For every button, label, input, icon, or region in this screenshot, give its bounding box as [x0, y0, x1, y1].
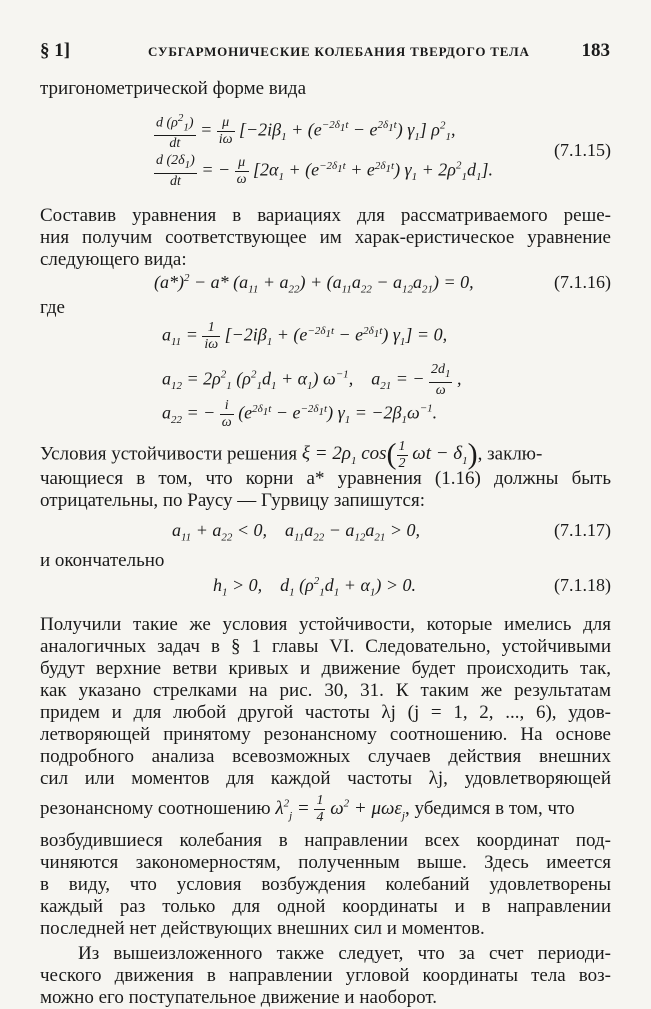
paragraph-4-line-1: Из вышеизложенного также следует, что за счет периоди- [78, 943, 611, 964]
paragraph-2-line-2: чающиеся в том, что корни a* уравнения (1.16) должны быть [40, 468, 611, 489]
paragraph-3-line-7: подробного анализа всевозможных случаев действия внешних [40, 746, 611, 767]
paragraph-2-line-1: Условия устойчивости решения $\xi = 2\rho_1$ cos( $\frac{1}{2}$ $\omega t - \delta_1$), заклю- [40, 438, 543, 471]
paragraph-3-line-10: возбудившиеся колебания в направлении всех координат под- [40, 830, 611, 851]
equation-number-7-1-18: (7.1.18) [554, 575, 611, 595]
paragraph-1-line-1: Составив уравнения в вариациях для рассматриваемого реше- [40, 205, 611, 226]
paragraph-3-line-5: придем и для любой другой частоты λj (j = 1, 2, ..., 6), удов- [40, 702, 611, 723]
paragraph-3-line-13: каждый раз только для одной координаты и в направлении [40, 896, 611, 917]
paragraph-1-line-2: ния получим соответствующее им харак-еристическое уравнение [40, 227, 611, 248]
equation-number-7-1-15: (7.1.15) [554, 140, 611, 160]
where-word: где [40, 297, 65, 318]
paragraph-3-line-11: чиняются закономерностям, полученным выше. Здесь имеется [40, 852, 611, 873]
paragraph-4-line-3: можно его поступательное движение и наоборот. [40, 987, 437, 1008]
page-number: 183 [581, 40, 610, 61]
paragraph-3-line-3: будут верхние ветви кривых и движение будет происходить так, [40, 658, 611, 679]
paragraph-3-line-14: последней нет действующих внешних сил и моментов. [40, 918, 485, 939]
equation-a22: $a_{22}$ = − $\frac{i}{\omega}$ $(e^{2\delta_1t} - e^{-2\delta_1t}) \gamma_1 = -2\beta_1\omega^{-1}$. [162, 398, 438, 430]
equation-7-1-16: $(a*)^2 - a*$ $(a_{11} + a_{22}) + (a_{11}a_{22} - a_{12}a_{21}) = 0$, [154, 272, 474, 296]
section-ref: § 1] [40, 40, 71, 61]
paragraph-3-line-8: сил или моментов для каждой частоты λj, удовлетворяющей [40, 768, 611, 789]
paragraph-3-line-2: аналогичных задач в § 1 главы VI. Следовательно, устойчивыми [40, 636, 611, 657]
equation-number-7-1-16: (7.1.16) [554, 272, 611, 292]
finally-line: и окончательно [40, 550, 165, 571]
running-title: СУБГАРМОНИЧЕСКИЕ КОЛЕБАНИЯ ТВЕРДОГО ТЕЛА [148, 44, 530, 59]
paragraph-1-line-3: следующего вида: [40, 249, 187, 270]
equation-number-7-1-17: (7.1.17) [554, 520, 611, 540]
paragraph-2-line-3: отрицательны, по Раусу — Гурвицу запишутся: [40, 490, 425, 511]
paragraph-3-line-1: Получили такие же условия устойчивости, которые имелись для [40, 614, 611, 635]
paragraph-3-line-4: как указано стрелками на рис. 30, 31. К таким же результатам [40, 680, 611, 701]
page-header [40, 40, 610, 66]
equation-7-1-15-a: $\frac{d (\rho^2_1)}{dt}$ = $\frac{\mu}{i\omega}$ [$-2i\beta_1 + (e^{-2\delta_1t} - e^{2\delta_1t})$ $\gamma_1$] $\rho^2_1$, [156, 112, 456, 152]
paragraph-3-line-6: летворяющей принятому резонансному соотношению. На основе [40, 724, 611, 745]
equation-7-1-18: $h_1 > 0$, $d_1$ $(\rho^2_1d_1 + \alpha_1) > 0$. [213, 575, 417, 599]
paragraph-4-line-2: ческого движения в направлении угловой координаты тела воз- [40, 965, 611, 986]
equation-a12-a21: $a_{12} = 2\rho^2_1$ $(\rho^2_1d_1 + \alpha_1)$ $\omega^{-1}$, $a_{21}$ = − $\frac{2d_1}{\omega}$ , [162, 362, 462, 398]
intro-line: тригонометрической форме вида [40, 78, 307, 99]
equation-7-1-17: $a_{11} + a_{22} < 0$, $a_{11}a_{22} - a_{12}a_{21} > 0$, [172, 520, 420, 544]
equation-7-1-15-b: $\frac{d (2\delta_1)}{dt}$ = − $\frac{\mu}{\omega}$ $[2\alpha_1 + (e^{-2\delta_1t} + e^{2\delta_1t}) \gamma_1 + 2\rho^2_1d_1]$. [156, 153, 493, 189]
resonance-formula: $\lambda^2_j$ = $\frac{1}{4}$ $\omega^2 + \mu\omega\varepsilon_j$ [275, 793, 405, 825]
equation-a11: $a_{11}$ = $\frac{1}{i\omega}$ $[-2i\beta_1 + (e^{-2\delta_1t} - e^{2\delta_1t}) \gamma_1] = 0$, [162, 320, 448, 352]
paragraph-3-line-9: резонансному соотношению $\lambda^2_j$ = $\frac{1}{4}$ $\omega^2 + \mu\omega\varepsilon_j$, убедимся в том, что [40, 793, 575, 825]
paragraph-3-line-12: в виду, что условия возбуждения колебаний удовлетворены [40, 874, 611, 895]
solution-formula: $\xi = 2\rho_1$ cos( $\frac{1}{2}$ $\omega t - \delta_1$) [301, 438, 478, 471]
